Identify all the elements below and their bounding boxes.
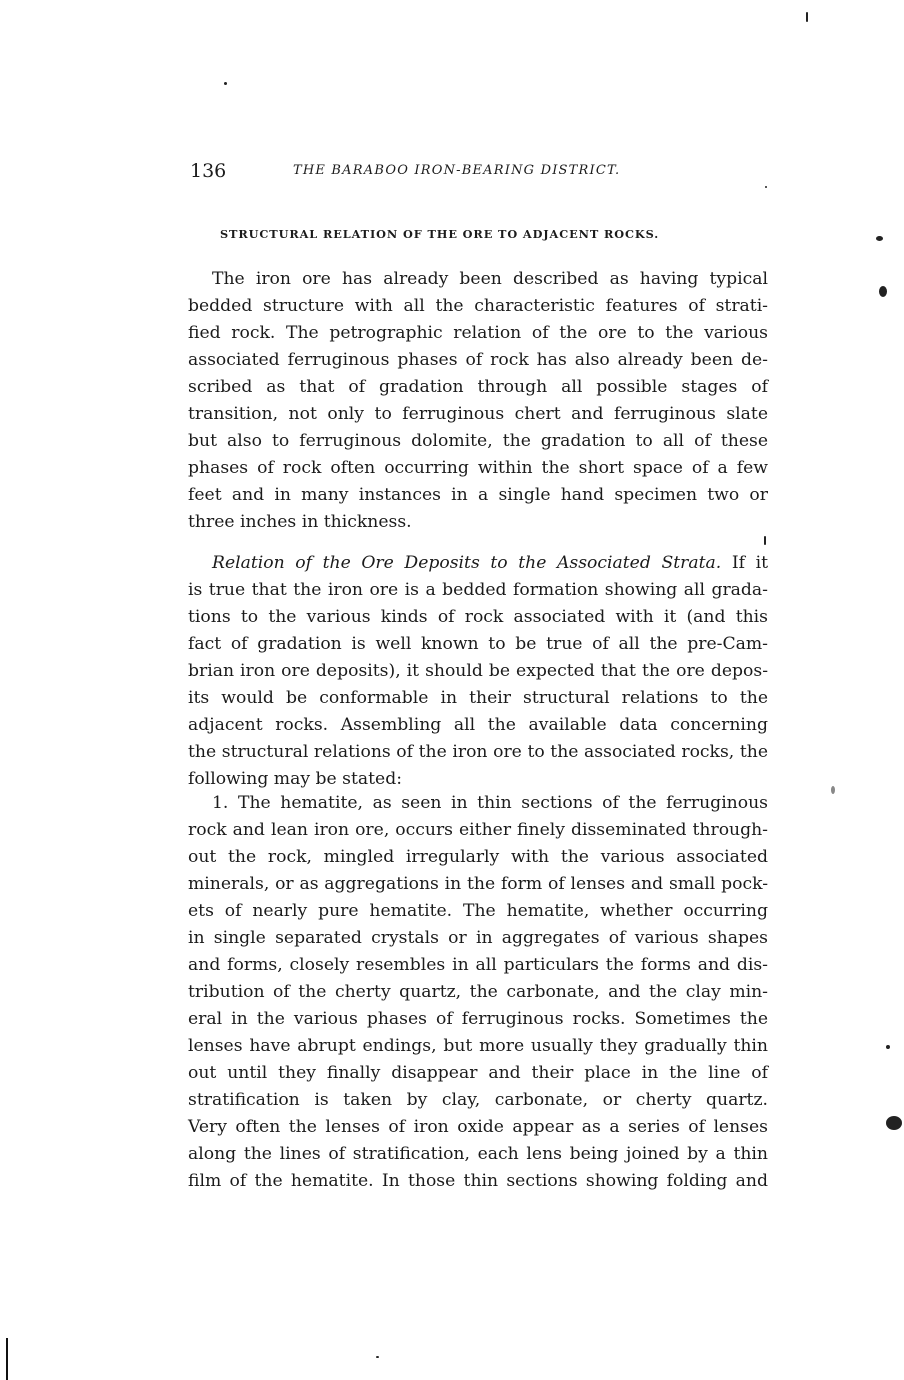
scan-speck bbox=[886, 1045, 890, 1049]
paragraph-line: eral in the various phases of ferruginous rocks. Sometimes the bbox=[188, 1009, 768, 1029]
paragraph-3 bbox=[188, 790, 768, 1195]
paragraph-line: adjacent rocks. Assembling all the available data concerning bbox=[188, 715, 768, 735]
scan-speck bbox=[376, 1356, 379, 1358]
run-in-continuation: If it bbox=[731, 553, 768, 573]
page-number: 136 bbox=[190, 160, 227, 182]
paragraph-line: 1. The hematite, as seen in thin sections of the ferruginous bbox=[212, 793, 768, 813]
paragraph-line: the structural relations of the iron ore to the associated rocks, the bbox=[188, 742, 768, 762]
paragraph-line: out until they finally disappear and their place in the line of bbox=[188, 1063, 768, 1083]
scan-speck bbox=[831, 786, 835, 794]
paragraph-line: fied rock. The petrographic relation of the ore to the various bbox=[188, 323, 768, 343]
paragraph-line: minerals, or as aggregations in the form of lenses and small pock- bbox=[188, 874, 768, 894]
run-in-heading: Relation of the Ore Deposits to the Associated Strata. bbox=[212, 553, 722, 573]
paragraph-line: three inches in thickness. bbox=[188, 512, 412, 532]
paragraph-line: transition, not only to ferruginous chert and ferruginous slate bbox=[188, 404, 768, 424]
paragraph-line: stratification is taken by clay, carbonate, or cherty quartz. bbox=[188, 1090, 768, 1110]
section-heading: STRUCTURAL RELATION OF THE ORE TO ADJACENT ROCKS. bbox=[220, 227, 660, 241]
paragraph-line: in single separated crystals or in aggregates of various shapes bbox=[188, 928, 768, 948]
paragraph-line: its would be conformable in their structural relations to the bbox=[188, 688, 768, 708]
paragraph-2 bbox=[188, 550, 768, 793]
paragraph-line: and forms, closely resembles in all particulars the forms and dis- bbox=[188, 955, 768, 975]
paragraph-line: associated ferruginous phases of rock has also already been de- bbox=[188, 350, 768, 370]
paragraph-line: fact of gradation is well known to be true of all the pre-Cam- bbox=[188, 634, 768, 654]
paragraph-line: out the rock, mingled irregularly with the various associated bbox=[188, 847, 768, 867]
scan-speck bbox=[876, 236, 883, 241]
running-title: THE BARABOO IRON-BEARING DISTRICT. bbox=[293, 163, 621, 178]
paragraph-line: ets of nearly pure hematite. The hematite, whether occurring bbox=[188, 901, 768, 921]
paragraph-line: The iron ore has already been described as having typical bbox=[212, 269, 768, 289]
paragraph-line: tribution of the cherty quartz, the carbonate, and the clay min- bbox=[188, 982, 768, 1002]
paragraph-line: feet and in many instances in a single hand specimen two or bbox=[188, 485, 768, 505]
scan-speck bbox=[765, 186, 767, 188]
paragraph-line: film of the hematite. In those thin sections showing folding and bbox=[188, 1171, 768, 1191]
paragraph-1 bbox=[188, 266, 768, 536]
paragraph-line: brian iron ore deposits), it should be expected that the ore depos- bbox=[188, 661, 768, 681]
paragraph-line: lenses have abrupt endings, but more usually they gradually thin bbox=[188, 1036, 768, 1056]
scan-speck bbox=[224, 82, 227, 85]
scan-speck bbox=[764, 536, 766, 545]
page-edge-mark bbox=[6, 1338, 8, 1380]
paragraph-first-line bbox=[188, 550, 768, 577]
paragraph-line: tions to the various kinds of rock associated with it (and this bbox=[188, 607, 768, 627]
paragraph-line: along the lines of stratification, each lens being joined by a thin bbox=[188, 1144, 768, 1164]
paragraph-line: but also to ferruginous dolomite, the gradation to all of these bbox=[188, 431, 768, 451]
running-head bbox=[190, 160, 770, 184]
paragraph-line: following may be stated: bbox=[188, 769, 402, 789]
paragraph-line: bedded structure with all the characteristic features of strati- bbox=[188, 296, 768, 316]
paragraph-line: phases of rock often occurring within the short space of a few bbox=[188, 458, 768, 478]
paragraph-line: is true that the iron ore is a bedded formation showing all grada- bbox=[188, 580, 768, 600]
paragraph-line: Very often the lenses of iron oxide appear as a series of lenses bbox=[188, 1117, 768, 1137]
scan-speck bbox=[879, 286, 887, 297]
paragraph-line: rock and lean iron ore, occurs either finely disseminated through- bbox=[188, 820, 768, 840]
scan-speck bbox=[886, 1116, 902, 1130]
scan-speck bbox=[806, 12, 808, 22]
paragraph-line: scribed as that of gradation through all possible stages of bbox=[188, 377, 768, 397]
